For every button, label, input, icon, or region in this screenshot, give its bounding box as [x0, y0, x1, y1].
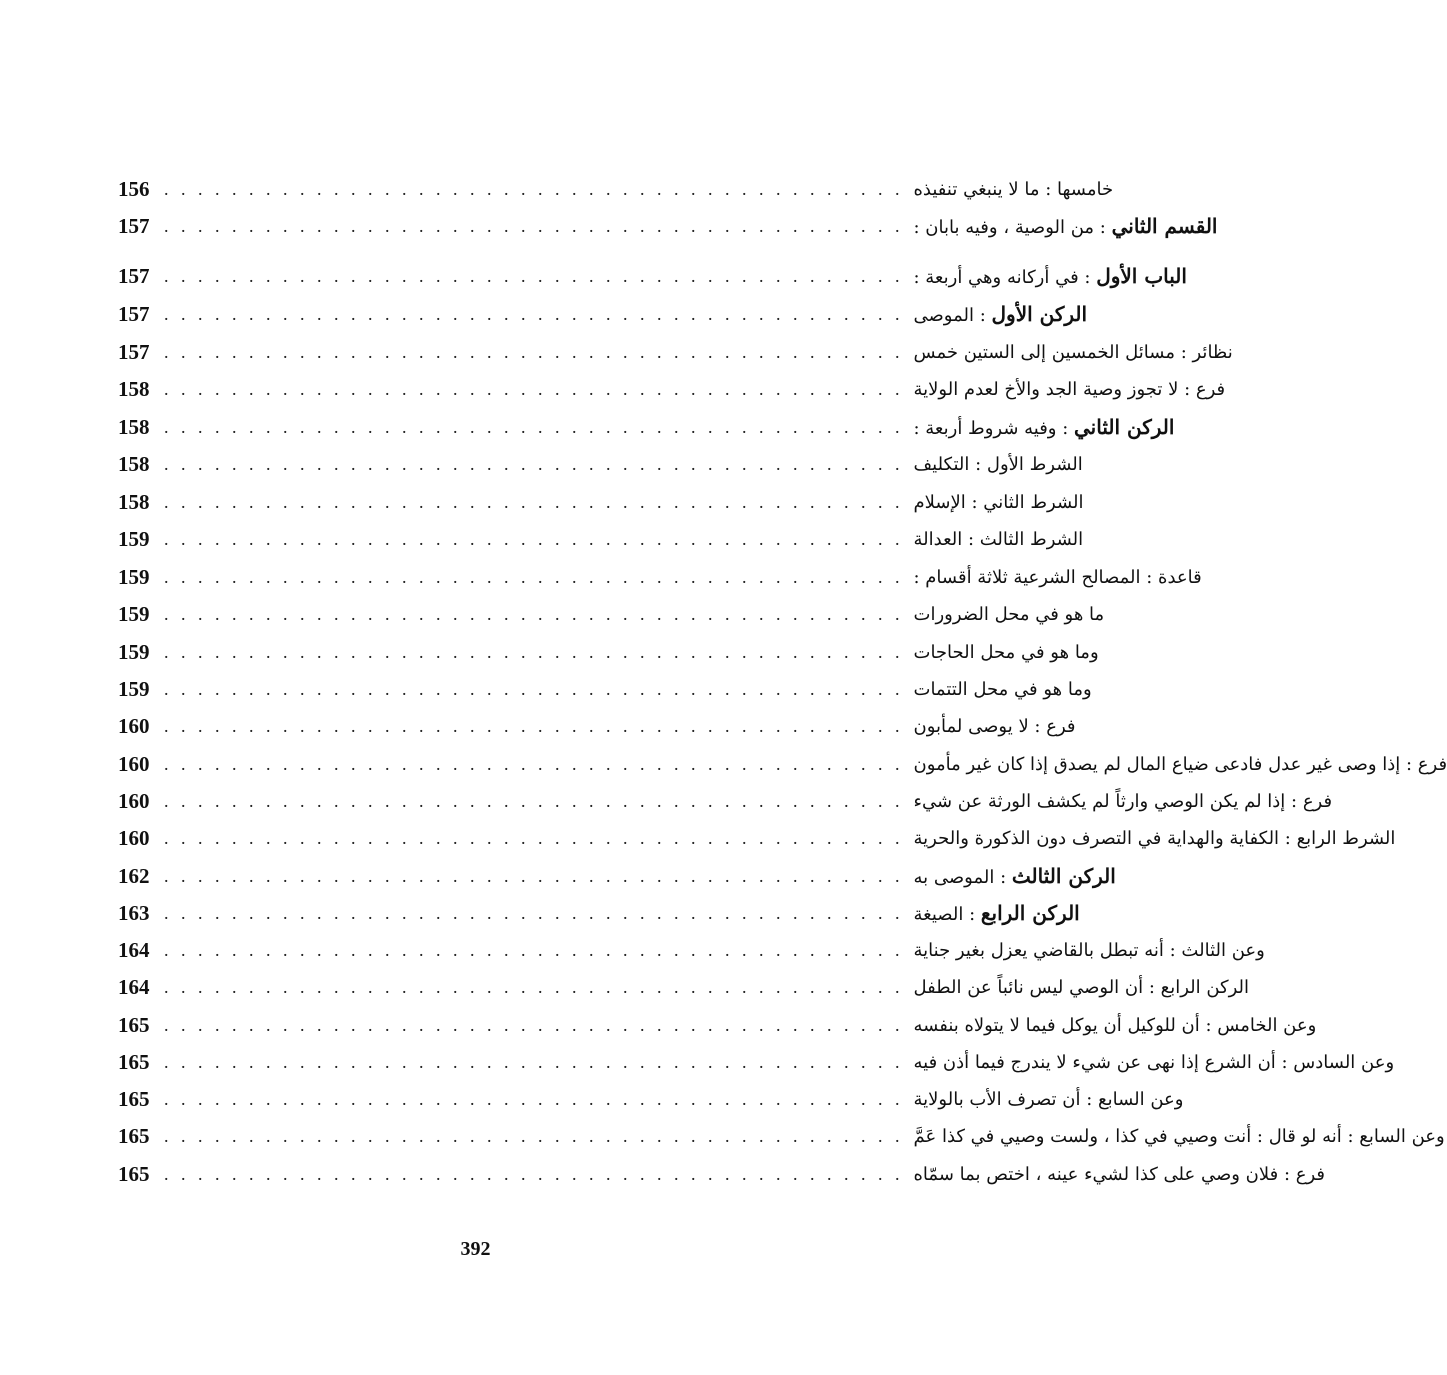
toc-entry-title: [914, 492, 1084, 513]
toc-entry: [118, 258, 1187, 294]
toc-leader-dots: . . . . . . . . . . . . . . . . . . . . . . . . . . . . . . . . . . . . . . . . . . . .: [164, 865, 904, 886]
toc-leader-dots: . . . . . . . . . . . . . . . . . . . . . . . . . . . . . . . . . . . . . . . . . . . .: [164, 378, 904, 399]
toc-entry-title: [914, 716, 1076, 737]
toc-entry: [118, 1156, 1326, 1192]
toc-leader-dots: . . . . . . . . . . . . . . . . . . . . . . . . . . . . . . . . . . . . . . . . . . . .: [164, 790, 904, 811]
toc-entry-text: فرع : إذا لم يكن الوصي وارثاً لم يكشف الورثة عن شيء: [913, 790, 1333, 812]
toc-leader-dots: . . . . . . . . . . . . . . . . . . . . . . . . . . . . . . . . . . . . . . . . . . . .: [164, 1125, 904, 1146]
toc-entry-title: [914, 179, 1114, 200]
table-of-contents: [118, 168, 1447, 1188]
toc-entry-title: [914, 642, 1099, 663]
toc-entry-title: [914, 604, 1105, 625]
toc-page-number: 160: [118, 788, 150, 813]
toc-page-number: 157: [118, 301, 150, 326]
toc-leader-dots: . . . . . . . . . . . . . . . . . . . . . . . . . . . . . . . . . . . . . . . . . . . .: [164, 566, 904, 587]
toc-page-number: 165: [118, 1161, 150, 1186]
toc-entry-text: وما هو في محل الحاجات: [913, 641, 1099, 663]
toc-entry: [118, 559, 1202, 595]
toc-entry-text: الشرط الأول : التكليف: [913, 453, 1083, 475]
toc-page-number: 159: [118, 526, 150, 551]
toc-entry: [118, 371, 1226, 407]
toc-entry-text: وعن الثالث : أنه تبطل بالقاضي يعزل بغير جناية: [913, 939, 1265, 961]
toc-entry-heading: الركن الثاني: [1074, 415, 1175, 439]
toc-entry-text: وعن السادس : أن الشرع إذا نهى عن شيء لا يندرج فيما أذن فيه: [913, 1051, 1395, 1073]
toc-entry-text: الشرط الثاني : الإسلام: [913, 491, 1084, 513]
toc-leader-dots: . . . . . . . . . . . . . . . . . . . . . . . . . . . . . . . . . . . . . . . . . . . .: [164, 178, 904, 199]
toc-leader-dots: . . . . . . . . . . . . . . . . . . . . . . . . . . . . . . . . . . . . . . . . . . . .: [164, 715, 904, 736]
toc-leader-dots: . . . . . . . . . . . . . . . . . . . . . . . . . . . . . . . . . . . . . . . . . . . .: [164, 303, 904, 324]
toc-leader-dots: . . . . . . . . . . . . . . . . . . . . . . . . . . . . . . . . . . . . . . . . . . . .: [164, 1014, 904, 1035]
toc-page-number: 164: [118, 937, 150, 962]
toc-leader-dots: . . . . . . . . . . . . . . . . . . . . . . . . . . . . . . . . . . . . . . . . . . . .: [164, 678, 904, 699]
toc-entry: [118, 1007, 1317, 1043]
toc-entry-text: فرع : لا يوصى لمأبون: [913, 715, 1076, 737]
toc-entry-text: : من الوصية ، وفيه بابان :: [913, 217, 1112, 238]
toc-entry-text: : في أركانه وهي أربعة :: [913, 267, 1097, 288]
toc-entry-text: : الموصى به: [913, 867, 1012, 888]
toc-entry-heading: القسم الثاني: [1111, 214, 1218, 238]
toc-leader-dots: . . . . . . . . . . . . . . . . . . . . . . . . . . . . . . . . . . . . . . . . . . . .: [164, 341, 904, 362]
toc-page-number: 156: [118, 176, 150, 201]
toc-page-number: 165: [118, 1049, 150, 1074]
toc-entry-heading: الركن الثالث: [1011, 864, 1116, 888]
toc-entry: [118, 596, 1105, 632]
toc-leader-dots: . . . . . . . . . . . . . . . . . . . . . . . . . . . . . . . . . . . . . . . . . . . .: [164, 753, 904, 774]
toc-page-number: 163: [118, 900, 150, 925]
toc-entry-title: [914, 529, 1084, 550]
toc-page-number: 165: [118, 1086, 150, 1111]
toc-entry-title: [914, 791, 1333, 812]
toc-entry-title: [914, 940, 1265, 961]
toc-entry-title: [914, 864, 1116, 888]
toc-entry: [118, 671, 1092, 707]
toc-page-number: 162: [118, 863, 150, 888]
toc-entry: [118, 446, 1083, 482]
toc-entry-text: : الموصى: [913, 305, 992, 326]
toc-entry-title: [914, 1089, 1184, 1110]
toc-entry-text: خامسها : ما لا ينبغي تنفيذه: [913, 178, 1114, 200]
toc-leader-dots: . . . . . . . . . . . . . . . . . . . . . . . . . . . . . . . . . . . . . . . . . . . .: [164, 603, 904, 624]
toc-entry-text: الشرط الرابع : الكفاية والهداية في التصرف دون الذكورة والحرية: [913, 827, 1396, 849]
toc-entry-title: [914, 454, 1083, 475]
toc-entry-text: الركن الرابع : أن الوصي ليس نائباً عن الطفل: [913, 976, 1250, 998]
toc-leader-dots: . . . . . . . . . . . . . . . . . . . . . . . . . . . . . . . . . . . . . . . . . . . .: [164, 215, 904, 236]
toc-page-number: 160: [118, 825, 150, 850]
toc-entry: [118, 634, 1099, 670]
toc-leader-dots: . . . . . . . . . . . . . . . . . . . . . . . . . . . . . . . . . . . . . . . . . . . .: [164, 1088, 904, 1109]
toc-entry: [118, 334, 1233, 370]
toc-page-number: 157: [118, 263, 150, 288]
toc-entry-heading: الركن الأول: [991, 302, 1088, 326]
toc-entry: [118, 208, 1218, 244]
toc-leader-dots: . . . . . . . . . . . . . . . . . . . . . . . . . . . . . . . . . . . . . . . . . . . .: [164, 827, 904, 848]
toc-leader-dots: . . . . . . . . . . . . . . . . . . . . . . . . . . . . . . . . . . . . . . . . . . . .: [164, 1163, 904, 1184]
toc-entry-text: وما هو في محل التتمات: [913, 678, 1092, 700]
toc-page-number: 164: [118, 974, 150, 999]
toc-leader-dots: . . . . . . . . . . . . . . . . . . . . . . . . . . . . . . . . . . . . . . . . . . . .: [164, 902, 904, 923]
toc-entry: [118, 932, 1265, 968]
toc-page-number: 159: [118, 601, 150, 626]
toc-page-number: 159: [118, 639, 150, 664]
toc-entry: [118, 1044, 1395, 1080]
toc-leader-dots: . . . . . . . . . . . . . . . . . . . . . . . . . . . . . . . . . . . . . . . . . . . .: [164, 416, 904, 437]
toc-entry: [118, 521, 1084, 557]
toc-page-number: 160: [118, 751, 150, 776]
toc-entry-text: : وفيه شروط أربعة :: [913, 418, 1075, 439]
toc-entry-title: [914, 754, 1447, 775]
toc-entry: [118, 895, 1080, 931]
toc-entry: [118, 858, 1116, 894]
toc-entry: [118, 783, 1333, 819]
toc-entry: [118, 708, 1076, 744]
toc-leader-dots: . . . . . . . . . . . . . . . . . . . . . . . . . . . . . . . . . . . . . . . . . . . .: [164, 528, 904, 549]
toc-entry-text: : الصيغة: [913, 904, 981, 925]
toc-page-number: 158: [118, 489, 150, 514]
toc-page-number: 165: [118, 1012, 150, 1037]
toc-page-number: 157: [118, 339, 150, 364]
toc-entry: [118, 1081, 1184, 1117]
toc-leader-dots: . . . . . . . . . . . . . . . . . . . . . . . . . . . . . . . . . . . . . . . . . . . .: [164, 939, 904, 960]
toc-entry: [118, 296, 1088, 332]
toc-entry-text: فرع : إذا وصى غير عدل فادعى ضياع المال لم يصدق إذا كان غير مأمون: [913, 753, 1447, 775]
toc-page-number: 157: [118, 213, 150, 238]
toc-entry-title: [914, 1164, 1326, 1185]
toc-entry: [118, 484, 1084, 520]
toc-entry: [118, 409, 1175, 445]
toc-entry-text: قاعدة : المصالح الشرعية ثلاثة أقسام :: [913, 566, 1202, 588]
toc-entry-title: [914, 214, 1218, 238]
toc-leader-dots: . . . . . . . . . . . . . . . . . . . . . . . . . . . . . . . . . . . . . . . . . . . .: [164, 976, 904, 997]
toc-leader-dots: . . . . . . . . . . . . . . . . . . . . . . . . . . . . . . . . . . . . . . . . . . . .: [164, 453, 904, 474]
toc-entry-title: [914, 1126, 1445, 1147]
toc-leader-dots: . . . . . . . . . . . . . . . . . . . . . . . . . . . . . . . . . . . . . . . . . . . .: [164, 265, 904, 286]
toc-page-number: 158: [118, 451, 150, 476]
toc-entry-title: [914, 379, 1226, 400]
toc-entry-title: [914, 679, 1092, 700]
toc-page-number: 158: [118, 414, 150, 439]
toc-entry-text: نظائر : مسائل الخمسين إلى الستين خمس: [913, 341, 1233, 363]
toc-leader-dots: . . . . . . . . . . . . . . . . . . . . . . . . . . . . . . . . . . . . . . . . . . . .: [164, 1051, 904, 1072]
toc-entry-title: [914, 264, 1187, 288]
toc-entry: [118, 1118, 1445, 1154]
toc-entry-heading: الركن الرابع: [980, 901, 1080, 925]
toc-entry-text: فرع : فلان وصي على كذا لشيء عينه ، اختص بما سمّاه: [913, 1163, 1326, 1185]
toc-entry-title: [914, 567, 1202, 588]
toc-entry-heading: الباب الأول: [1096, 264, 1187, 288]
toc-entry-text: وعن السابع : أنه لو قال : أنت وصيي في كذا ، ولست وصيي في كذا عَمَّ: [913, 1125, 1445, 1147]
toc-page-number: 160: [118, 713, 150, 738]
toc-entry: [118, 171, 1114, 207]
toc-entry-title: [914, 977, 1250, 998]
toc-entry-title: [914, 1052, 1395, 1073]
toc-entry-text: الشرط الثالث : العدالة: [913, 528, 1084, 550]
toc-page-number: 159: [118, 676, 150, 701]
toc-entry-title: [914, 342, 1233, 363]
toc-entry-title: [914, 1015, 1317, 1036]
toc-entry: [118, 969, 1250, 1005]
toc-entry-title: [914, 901, 1080, 925]
toc-entry-text: وعن السابع : أن تصرف الأب بالولاية: [913, 1088, 1184, 1110]
toc-entry-text: ما هو في محل الضرورات: [913, 603, 1105, 625]
page-number: 392: [460, 1238, 491, 1260]
toc-entry: [118, 746, 1447, 782]
toc-leader-dots: . . . . . . . . . . . . . . . . . . . . . . . . . . . . . . . . . . . . . . . . . . . .: [164, 641, 904, 662]
toc-page-number: 159: [118, 564, 150, 589]
toc-entry: [118, 820, 1396, 856]
toc-leader-dots: . . . . . . . . . . . . . . . . . . . . . . . . . . . . . . . . . . . . . . . . . . . .: [164, 491, 904, 512]
toc-entry-title: [914, 415, 1175, 439]
toc-entry-title: [914, 828, 1396, 849]
toc-entry-text: وعن الخامس : أن للوكيل أن يوكل فيما لا يتولاه بنفسه: [913, 1014, 1317, 1036]
toc-entry-text: فرع : لا تجوز وصية الجد والأخ لعدم الولاية: [913, 378, 1226, 400]
toc-page-number: 158: [118, 376, 150, 401]
toc-page-number: 165: [118, 1123, 150, 1148]
toc-entry-title: [914, 302, 1088, 326]
